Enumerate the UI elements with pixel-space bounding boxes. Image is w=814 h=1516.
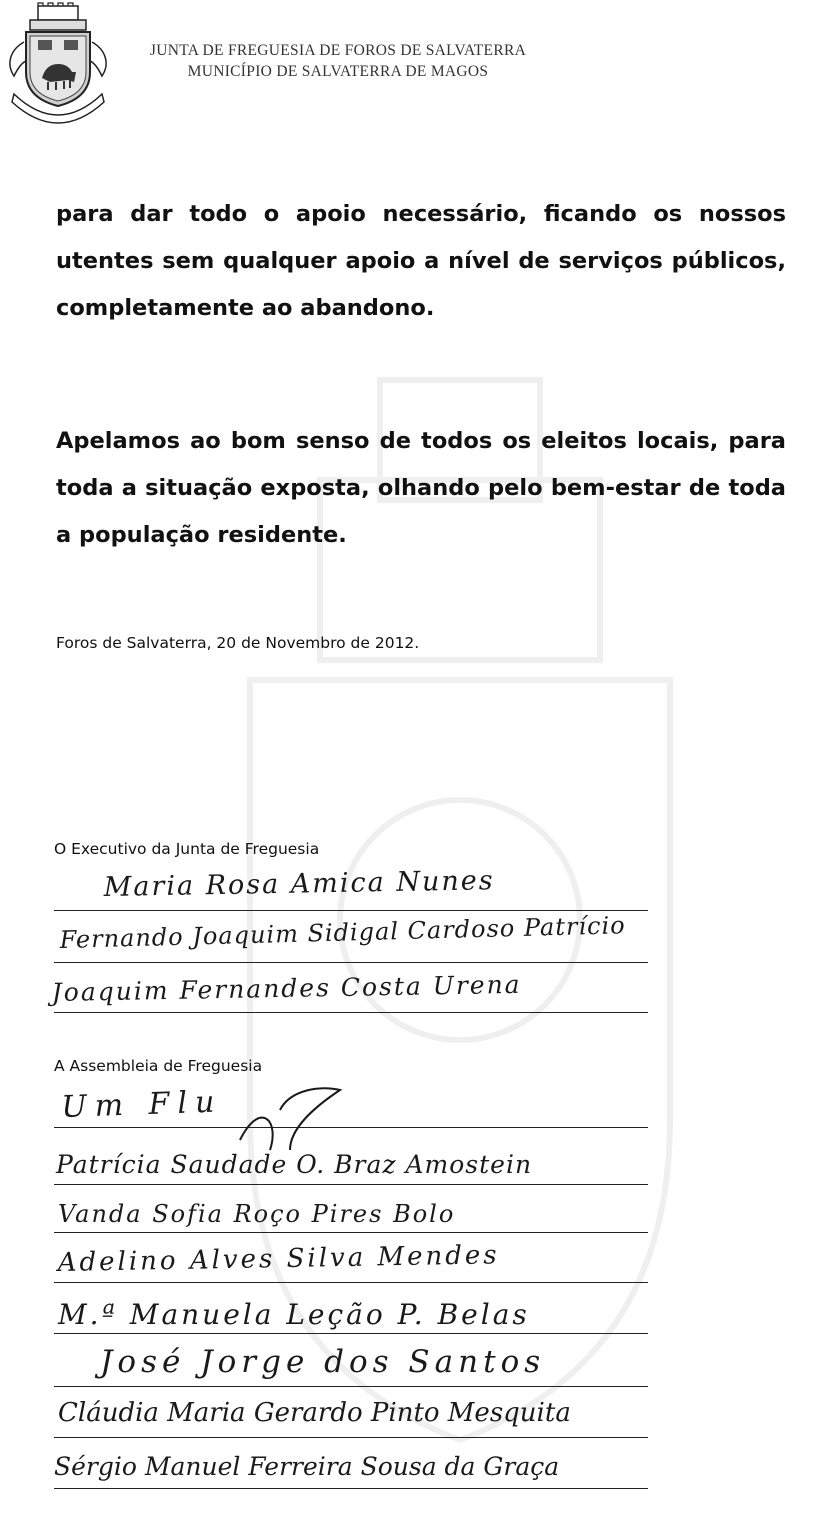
signature-line — [54, 1488, 648, 1489]
signature-executivo-1: Maria Rosa Amica Nunes — [103, 865, 495, 903]
signature-assembleia-7: Cláudia Maria Gerardo Pinto Mesquita — [58, 1398, 571, 1428]
signature-assembleia-8: Sérgio Manuel Ferreira Sousa da Graça — [54, 1452, 560, 1481]
assembleia-label: A Assembleia de Freguesia — [54, 1057, 263, 1075]
signature-line — [54, 1386, 648, 1387]
letterhead-parish-name: JUNTA DE FREGUESIA DE FOROS DE SALVATERRA — [149, 42, 527, 59]
body-paragraph-1: para dar todo o apoio necessário, ficando os nossos utentes sem qualquer apoio a nível de serviços públicos, completamente ao abandono. — [56, 201, 786, 321]
signature-line — [54, 1127, 648, 1128]
signature-line — [54, 962, 648, 963]
signature-line — [54, 1184, 648, 1185]
signature-assembleia-5: M.ª Manuela Leção P. Belas — [58, 1298, 530, 1331]
place-and-date: Foros de Salvaterra, 20 de Novembro de 2012. — [56, 634, 420, 652]
signature-flourish — [230, 1080, 350, 1160]
signature-line — [54, 1437, 648, 1438]
signature-assembleia-2: Patrícia Saudade O. Braz Amostein — [56, 1150, 533, 1179]
signature-executivo-3: Joaquim Fernandes Costa Urena — [51, 969, 522, 1007]
letterhead-municipality: MUNICÍPIO DE SALVATERRA DE MAGOS — [187, 63, 489, 80]
signature-assembleia-6: José Jorge dos Santos — [100, 1344, 546, 1380]
signature-assembleia-3: Vanda Sofia Roço Pires Bolo — [58, 1200, 456, 1228]
executivo-label: O Executivo da Junta de Freguesia — [54, 840, 320, 858]
signature-line — [54, 910, 648, 911]
signature-line — [54, 1012, 648, 1013]
body-paragraph-2: Apelamos ao bom senso de todos os eleitos locais, para toda a situação exposta, olhando pelo bem-estar de toda a população residente. — [56, 428, 786, 548]
signature-line — [54, 1232, 648, 1233]
signature-line — [54, 1282, 648, 1283]
signature-assembleia-1: Um Flu — [60, 1084, 223, 1125]
signature-line — [54, 1333, 648, 1334]
letterhead — [118, 40, 558, 82]
signature-assembleia-4: Adelino Alves Silva Mendes — [57, 1240, 500, 1278]
signature-executivo-2: Fernando Joaquim Sidigal Cardoso Patrício — [59, 911, 626, 954]
municipal-crest-logo — [2, 2, 114, 128]
